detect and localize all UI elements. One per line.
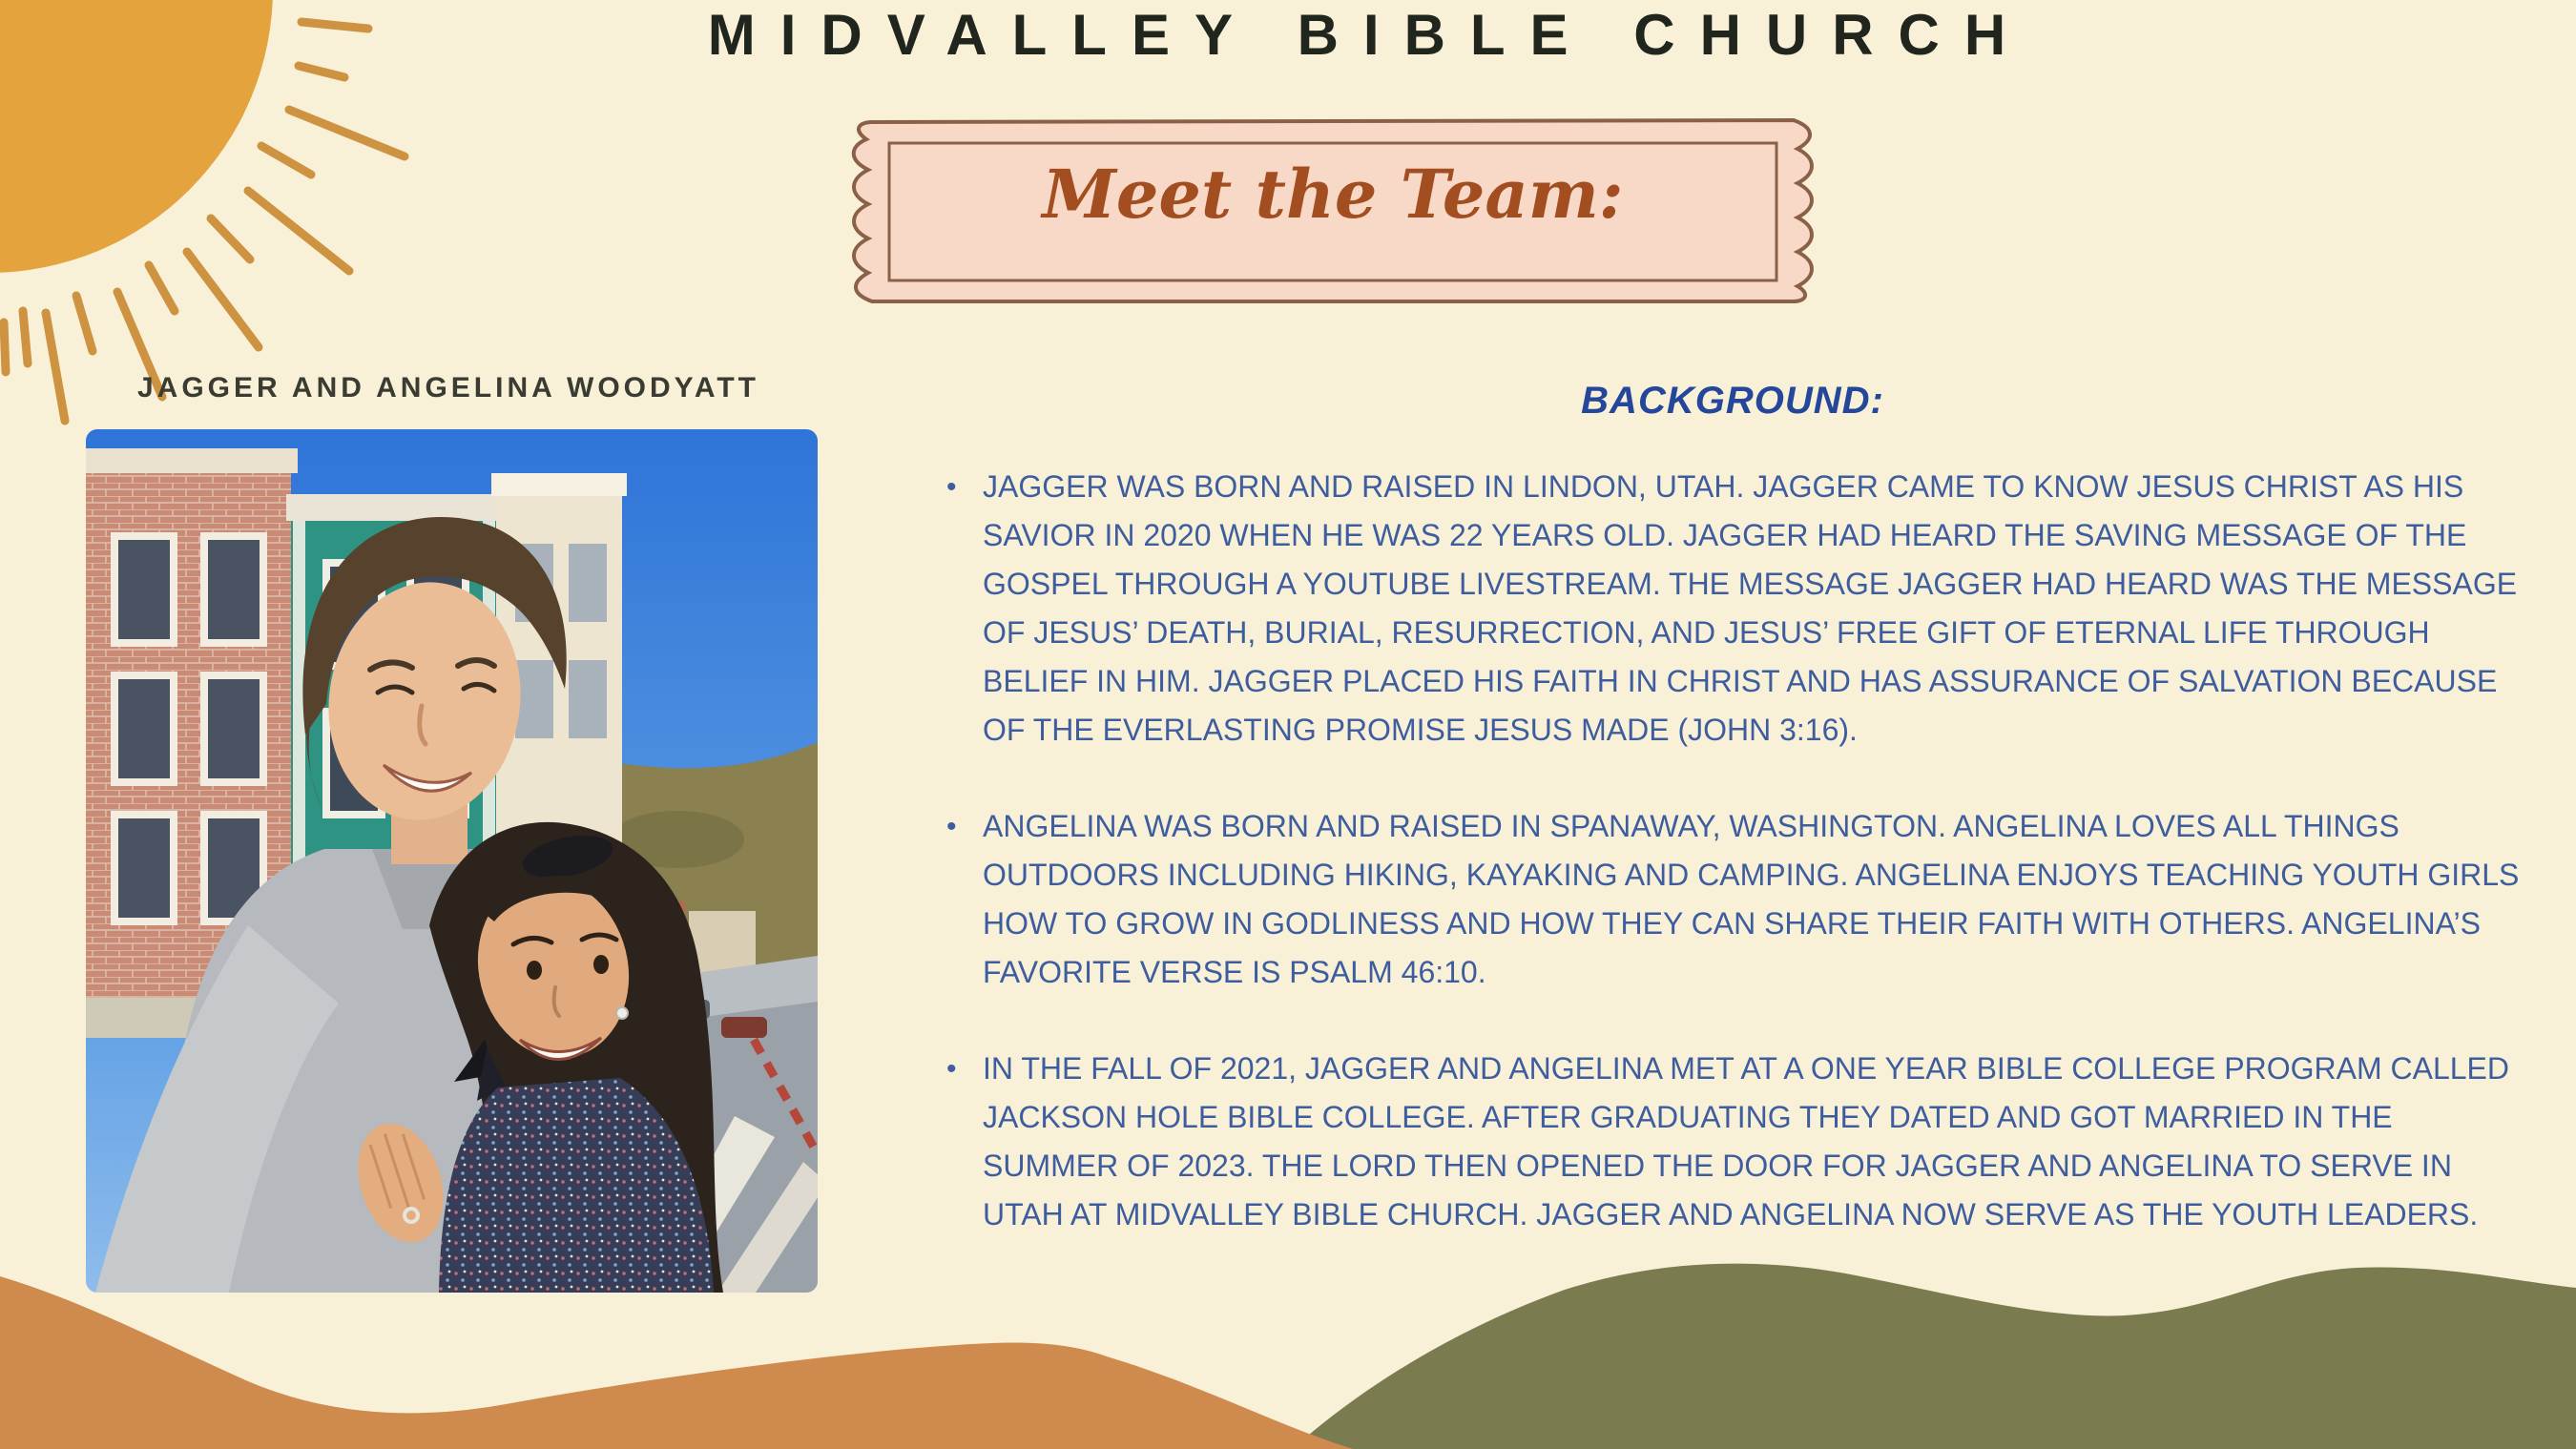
couple-name-label: JAGGER AND ANGELINA WOODYATT xyxy=(136,372,759,404)
banner-label: Meet the Team: xyxy=(1042,155,1624,234)
bullet-dot: • xyxy=(946,1053,957,1085)
bullet-dot: • xyxy=(946,471,957,503)
orange-wave-shape xyxy=(0,1276,1353,1449)
olive-hill-shape xyxy=(1293,1264,2576,1449)
bullet-text: JAGGER WAS BORN AND RAISED IN LINDON, UTAH. JAGGER CAME TO KNOW JESUS CHRIST AS HIS SAVIOR IN 2020 WHEN HE WAS 22 YEARS OLD. JAGGER HAD HEARD THE SAVING MESSAGE OF THE GOSPEL THROUGH A YOUTUBE LIVESTREAM. THE MESSAGE JAGGER HAD HEARD WAS THE MESSAGE OF JESUS’ DEATH, BURIAL, RESURRECTION, AND JESUS’ FREE GIFT OF ETERNAL LIFE THROUGH BELIEF IN HIM. JAGGER PLACED HIS FAITH IN CHRIST AND HAS ASSURANCE OF SALVATION BECAUSE OF THE EVERLASTING PROMISE JESUS MADE (JOHN 3:16). xyxy=(983,469,2518,747)
bullet-dot: • xyxy=(946,811,957,842)
bullet-text: ANGELINA WAS BORN AND RAISED IN SPANAWAY, WASHINGTON. ANGELINA LOVES ALL THINGS OUTDOORS INCLUDING HIKING, KAYAKING AND CAMPING. ANGELINA ENJOYS TEACHING YOUTH GIRLS HOW TO GROW IN GODLINESS AND HOW THEY CAN SHARE THEIR FAITH WITH OTHERS. ANGELINA’S FAVORITE VERSE IS PSALM 46:10. xyxy=(983,809,2520,989)
page-title: MIDVALLEY BIBLE CHURCH xyxy=(707,3,2031,67)
bullet-text: IN THE FALL OF 2021, JAGGER AND ANGELINA MET AT A ONE YEAR BIBLE COLLEGE PROGRAM CALLED JACKSON HOLE BIBLE COLLEGE. AFTER GRADUATING THEY DATED AND GOT MARRIED IN THE SUMMER OF 2023. THE LORD THEN OPENED THE DOOR FOR JAGGER AND ANGELINA TO SERVE IN UTAH AT MIDVALLEY BIBLE CHURCH. JAGGER AND ANGELINA NOW SERVE AS THE YOUTH LEADERS. xyxy=(983,1051,2509,1232)
background-heading: BACKGROUND: xyxy=(1581,380,1884,422)
